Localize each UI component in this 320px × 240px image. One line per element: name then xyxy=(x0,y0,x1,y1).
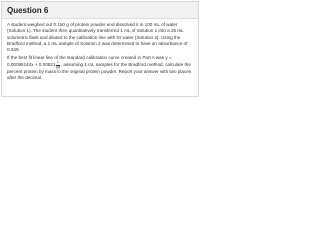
paragraph-2-instructions: , assuming 1 mL samples for the Bradford method, calculate the percent protein by mass in the original protein powder. Report your answer with two places after the decimal. xyxy=(7,62,192,81)
question-title: Question 6 xyxy=(7,5,49,15)
unit-numerator: L xyxy=(57,60,60,65)
unit-fraction xyxy=(56,61,60,69)
question-paragraph-2 xyxy=(7,55,193,82)
paragraph-2-intro: If the best fit linear line of the standard calibration curve created in Part A was xyxy=(7,54,165,60)
calibration-equation: y = 0.00095144x + 0.00521 xyxy=(7,54,172,68)
question-card xyxy=(1,1,199,97)
unit-denominator: μg xyxy=(56,64,61,69)
question-body xyxy=(2,19,198,82)
question-paragraph-1: A student weighed out 0.150 g of protein powder and dissolved it in 100 mL of water (Solution 1). The student then quantitatively transferred 1 mL of Solution 1 into a 25 mL volumetric flask and diluted to the calibration line with DI water (Solution 2). Using the Bradford method, a 1 mL sample of Solution 2 was determined to have an absorbance of 0.349. xyxy=(7,22,188,53)
question-header xyxy=(2,2,198,19)
